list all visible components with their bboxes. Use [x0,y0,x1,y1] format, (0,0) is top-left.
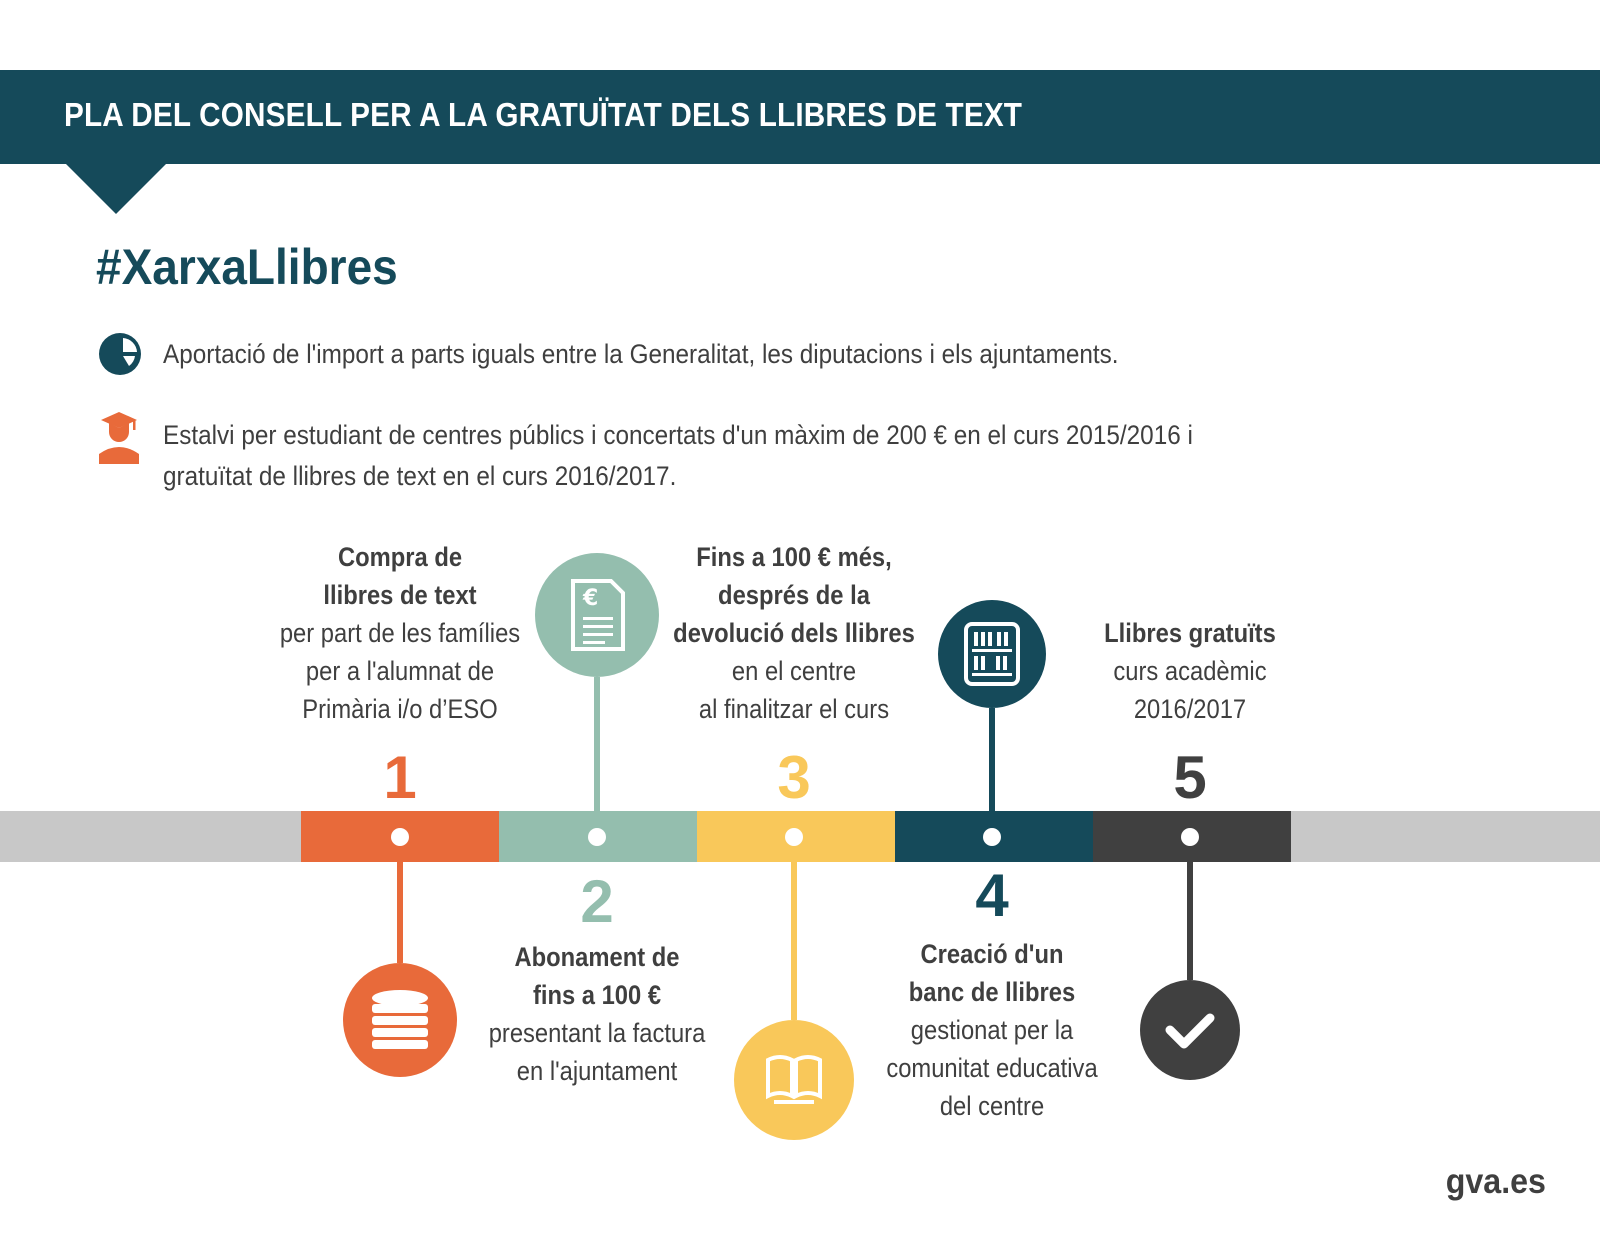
step-line: en l'ajuntament [516,1056,678,1086]
step-line: per part de les famílies [279,618,521,648]
step-circle-5 [1140,980,1240,1080]
bullet-line: gratuïtat de llibres de text en el curs 2016/2017. [163,461,677,491]
bullet-line: Estalvi per estudiant de centres públics i concertats d'un màxim de 200 € en el curs 2015/2016 i [163,420,1193,450]
step-bold-line: després de la [718,580,870,610]
step-text-5 [1058,614,1322,728]
step-circle-4 [938,600,1046,708]
step-number-4: 4 [975,862,1009,929]
timeline-dot-3 [785,828,803,846]
step-bold-line: Creació d'un [920,939,1064,969]
step-line: per a l'alumnat de [305,656,495,686]
step-number-5: 5 [1173,744,1207,811]
step-line: al finalitzar el curs [698,694,890,724]
step-bold-line: devolució dels llibres [673,618,915,648]
step-line: del centre [939,1091,1045,1121]
svg-text:€: € [583,586,599,611]
step-line: curs acadèmic [1113,656,1267,686]
page-title: PLA DEL CONSELL PER A LA GRATUÏTAT DELS LLIBRES DE TEXT [64,96,1023,133]
step-line: Primària i/o d’ESO [302,694,498,724]
step-line: comunitat educativa [886,1053,1098,1083]
step-line: en el centre [731,656,857,686]
timeline-dot-1 [391,828,409,846]
step-number-2: 2 [580,868,614,935]
timeline-dot-5 [1181,828,1199,846]
step-line: presentant la factura [488,1018,706,1048]
timeline-dot-2 [588,828,606,846]
timeline-dot-4 [983,828,1001,846]
bullet-text-contribution: Aportació de l'import a parts iguals entre la Generalitat, les diputacions i els ajuntaments. [163,339,1119,369]
step-text-4 [860,935,1124,1125]
step-bold-line: Compra de [337,542,463,572]
step-number-1: 1 [383,744,417,811]
step-line: gestionat per la [910,1015,1074,1045]
step-text-3 [662,538,926,728]
coins-icon [372,990,428,1049]
step-bold-line: fins a 100 € [532,980,662,1010]
hashtag-heading: #XarxaLlibres [96,239,398,295]
step-number-3: 3 [777,744,811,811]
step-bold-line: Fins a 100 € més, [696,542,892,572]
step-bold-line: llibres de text [323,580,477,610]
step-text-1 [268,538,532,728]
footer-site: gva.es [1445,1162,1546,1201]
step-bold-line: banc de llibres [908,977,1076,1007]
step-circle-2 [535,553,659,677]
step-line: 2016/2017 [1133,694,1247,724]
step-bold-line: Abonament de [514,942,680,972]
step-bold-line: Llibres gratuïts [1104,618,1276,648]
step-text-2 [465,938,729,1090]
